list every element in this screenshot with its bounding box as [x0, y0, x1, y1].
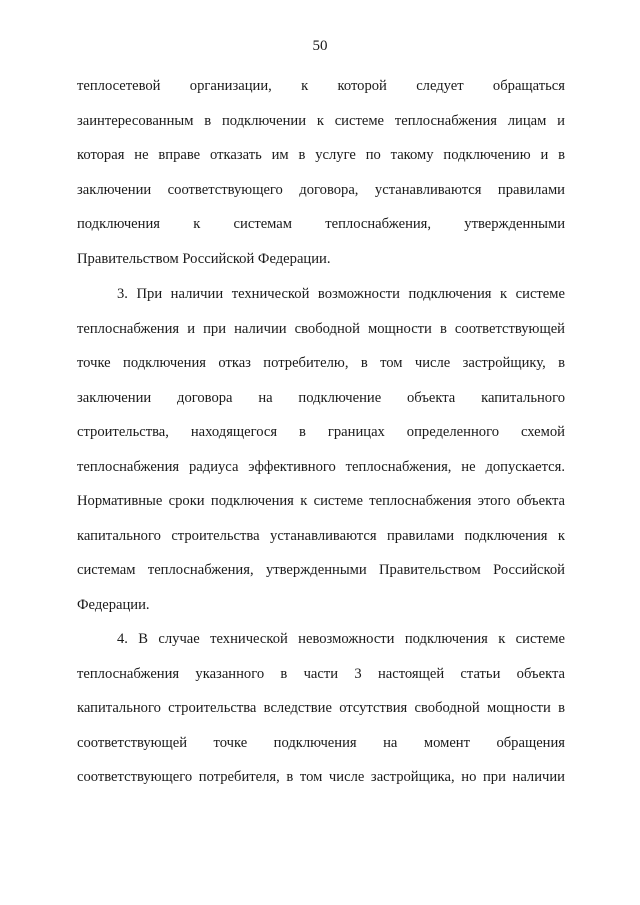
text-line: теплоснабжения указанного в части 3 настоящей статьи объекта — [77, 665, 565, 682]
text-line: теплоснабжения и при наличии свободной мощности в соответствующей — [77, 320, 565, 337]
page-number: 50 — [312, 38, 328, 54]
paragraph-continuation — [77, 77, 565, 284]
text-line: Правительством Российской Федерации. — [77, 250, 331, 267]
text-line: точке подключения отказ потребителю, в том числе застройщику, в — [77, 355, 565, 371]
text-line: заинтересованным в подключении к системе теплоснабжения лицам и — [77, 112, 565, 129]
text-line: подключения к системам теплоснабжения, утвержденными — [77, 216, 565, 232]
paragraph-section-3 — [77, 285, 565, 630]
text-line: Федерации. — [77, 596, 150, 613]
text-line: теплосетевой организации, к которой следует обращаться — [77, 78, 565, 94]
text-line: которая не вправе отказать им в услуге по такому подключению и в — [77, 147, 565, 163]
text-line: системам теплоснабжения, утвержденными Правительством Российской — [77, 562, 565, 578]
text-line: теплоснабжения радиуса эффективного теплоснабжения, не допускается. — [77, 458, 565, 475]
text-line: соответствующего потребителя, в том числе застройщика, но при наличии — [77, 769, 565, 785]
text-line: капитального строительства вследствие отсутствия свободной мощности в — [77, 700, 565, 716]
text-line: капитального строительства устанавливаются правилами подключения к — [77, 527, 565, 544]
text-line: заключении соответствующего договора, устанавливаются правилами — [77, 181, 565, 198]
text-line: Нормативные сроки подключения к системе теплоснабжения этого объекта — [77, 493, 565, 509]
text-line: 4. В случае технической невозможности подключения к системе — [117, 631, 565, 647]
text-line: заключении договора на подключение объекта капитального — [77, 389, 565, 406]
text-line: соответствующей точке подключения на момент обращения — [77, 734, 565, 751]
paragraph-section-4 — [77, 630, 565, 803]
text-line: строительства, находящегося в границах определенного схемой — [77, 424, 565, 440]
text-line: 3. При наличии технической возможности подключения к системе — [117, 286, 565, 302]
